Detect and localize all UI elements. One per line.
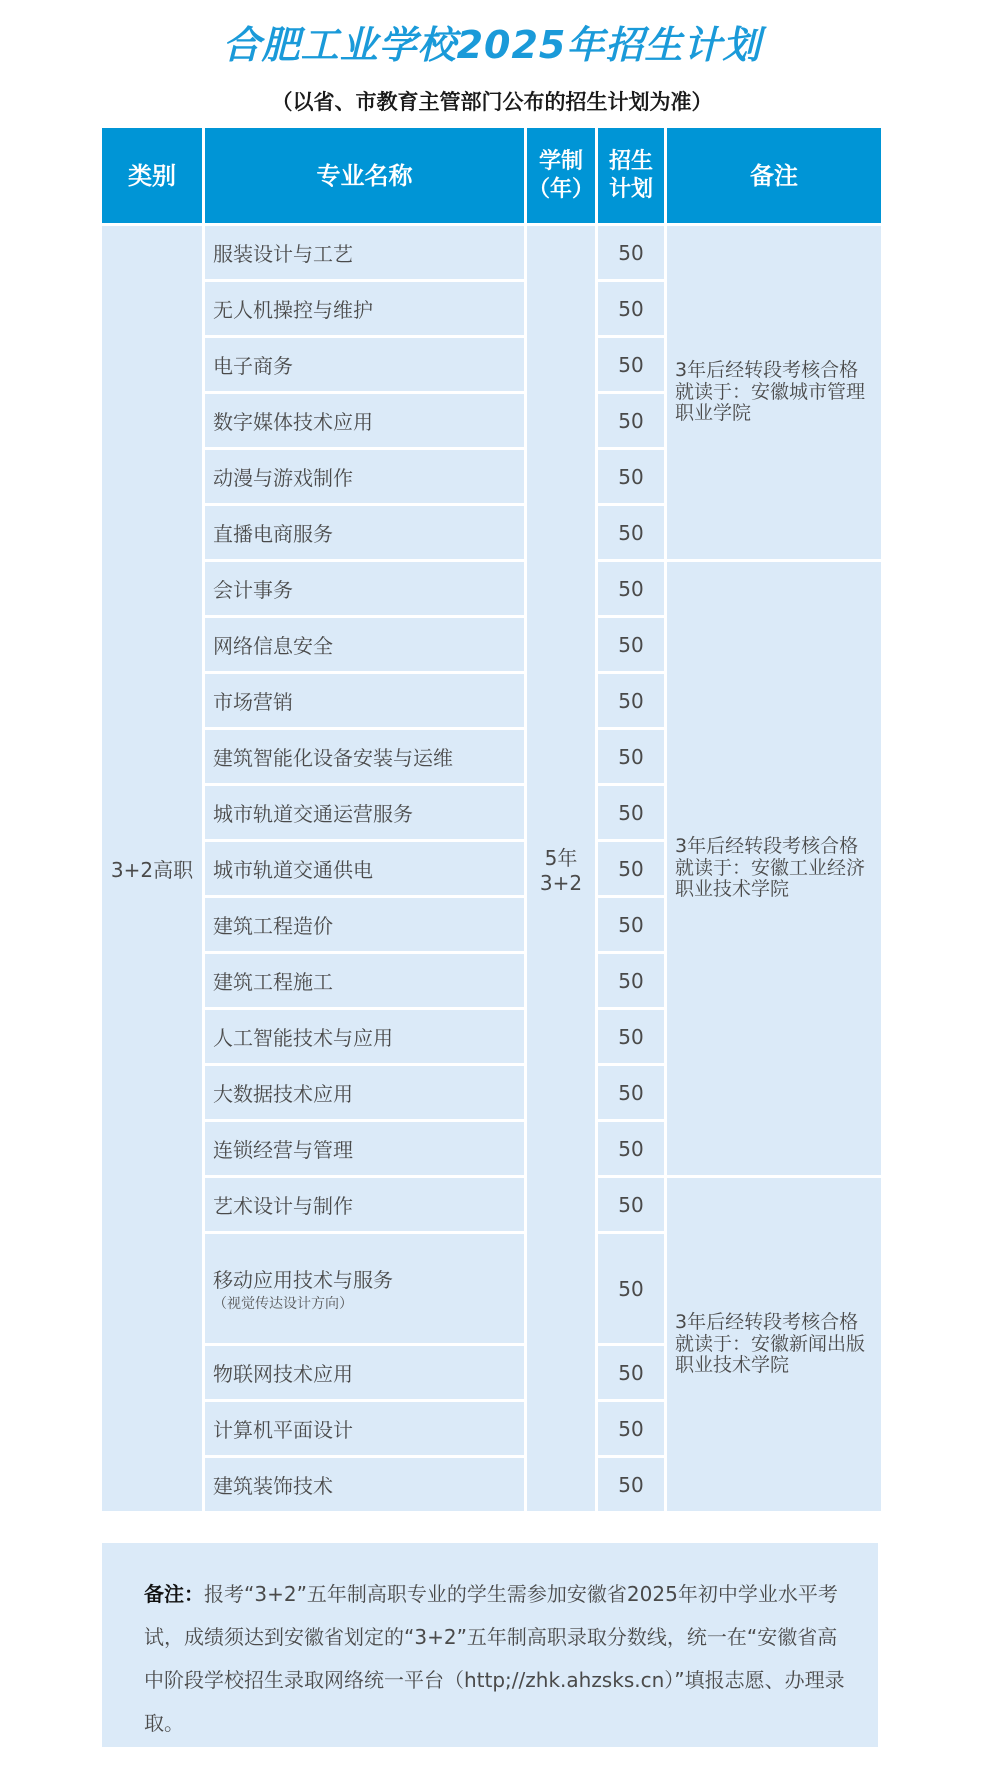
header-major: 专业名称 (205, 128, 524, 223)
major-name-text: 网络信息安全 (213, 634, 333, 658)
major-name (205, 1402, 524, 1455)
plan-count: 50 (598, 674, 664, 727)
major-name (205, 1178, 524, 1231)
plan-count: 50 (598, 506, 664, 559)
header-plan-line1: 招生 (608, 149, 653, 174)
page-title: 合肥工业学校2025年招生计划 (222, 23, 762, 67)
table-header-row (102, 128, 881, 223)
category-cell: 3+2高职 (102, 226, 202, 1511)
plan-count: 50 (598, 338, 664, 391)
major-name (205, 618, 524, 671)
major-name (205, 282, 524, 335)
duration-line2: 3+2 (539, 871, 583, 895)
major-name-text: 城市轨道交通运营服务 (213, 802, 413, 826)
note-label: 备注： (144, 1582, 204, 1606)
major-name-text: 计算机平面设计 (213, 1418, 353, 1442)
table-row (102, 1178, 881, 1231)
plan-count: 50 (598, 226, 664, 279)
major-name (205, 226, 524, 279)
plan-count: 50 (598, 954, 664, 1007)
major-name-text: 艺术设计与制作 (213, 1194, 353, 1218)
enrollment-plan-table (99, 125, 884, 1514)
plan-count: 50 (598, 898, 664, 951)
plan-count: 50 (598, 618, 664, 671)
major-name-text: 建筑装饰技术 (213, 1474, 333, 1498)
plan-count: 50 (598, 1402, 664, 1455)
major-name-text: 建筑工程施工 (213, 970, 333, 994)
page-subtitle: （以省、市教育主管部门公布的招生计划为准） (271, 90, 713, 114)
plan-count: 50 (598, 842, 664, 895)
major-name (205, 338, 524, 391)
major-name (205, 1458, 524, 1511)
plan-count: 50 (598, 394, 664, 447)
major-name (205, 1234, 524, 1343)
header-remark: 备注 (667, 128, 881, 223)
duration-line1: 5年 (544, 846, 578, 870)
major-name-text: 动漫与游戏制作 (213, 466, 353, 490)
plan-count: 50 (598, 562, 664, 615)
major-name-text: 直播电商服务 (213, 522, 333, 546)
major-subtitle: （视觉传达设计方向） (213, 1296, 353, 1312)
plan-count: 50 (598, 1234, 664, 1343)
header-duration-line1: 学制 (538, 149, 583, 174)
plan-count: 50 (598, 1010, 664, 1063)
major-name-text: 建筑智能化设备安装与运维 (213, 746, 453, 770)
duration-cell (527, 226, 595, 1511)
major-name-text: 大数据技术应用 (213, 1082, 353, 1106)
major-name (205, 842, 524, 895)
major-name-text: 连锁经营与管理 (213, 1138, 353, 1162)
major-name (205, 898, 524, 951)
major-name (205, 954, 524, 1007)
plan-count: 50 (598, 1346, 664, 1399)
major-name (205, 562, 524, 615)
major-name (205, 450, 524, 503)
major-name (205, 674, 524, 727)
major-name-text: 建筑工程造价 (213, 914, 333, 938)
major-name-text: 人工智能技术与应用 (213, 1026, 393, 1050)
note-text: 报考“3+2”五年制高职专业的学生需参加安徽省2025年初中学业水平考试，成绩须达到安徽省划定的“3+2”五年制高职录取分数线，统一在“安徽省高中阶段学校招生录取网络统一平台（http;//zhk.ahzsks.cn）”填报志愿、办理录取。 (144, 1582, 845, 1735)
plan-count: 50 (598, 450, 664, 503)
major-name-text: 物联网技术应用 (213, 1362, 353, 1386)
table-row (102, 226, 881, 279)
major-name (205, 1346, 524, 1399)
major-name (205, 506, 524, 559)
header-duration-line2: （年） (527, 176, 594, 202)
remark-cell: 3年后经转段考核合格就读于：安徽城市管理职业学院 (667, 226, 881, 559)
major-name (205, 786, 524, 839)
major-name-text: 数字媒体技术应用 (213, 410, 373, 434)
header-plan (598, 128, 664, 223)
major-name-text: 市场营销 (213, 690, 293, 714)
major-name (205, 1066, 524, 1119)
plan-count: 50 (598, 1122, 664, 1175)
major-name (205, 1122, 524, 1175)
major-name (205, 394, 524, 447)
major-name-text: 无人机操控与维护 (213, 298, 373, 322)
major-name-text: 会计事务 (213, 578, 293, 602)
header-plan-line2: 计划 (608, 176, 653, 202)
major-name-text: 城市轨道交通供电 (213, 858, 373, 882)
major-name-text: 移动应用技术与服务 (213, 1268, 393, 1292)
plan-count: 50 (598, 786, 664, 839)
major-name (205, 1010, 524, 1063)
remark-cell: 3年后经转段考核合格就读于：安徽工业经济职业技术学院 (667, 562, 881, 1175)
remark-cell: 3年后经转段考核合格就读于：安徽新闻出版职业技术学院 (667, 1178, 881, 1511)
plan-count: 50 (598, 1066, 664, 1119)
major-name (205, 730, 524, 783)
major-name-text: 电子商务 (213, 354, 293, 378)
plan-count: 50 (598, 1178, 664, 1231)
plan-count: 50 (598, 282, 664, 335)
header-category: 类别 (102, 128, 202, 223)
plan-count: 50 (598, 730, 664, 783)
major-name-text: 服装设计与工艺 (213, 242, 353, 266)
plan-count: 50 (598, 1458, 664, 1511)
header-duration (527, 128, 595, 223)
note-box (102, 1543, 878, 1747)
table-row (102, 562, 881, 615)
